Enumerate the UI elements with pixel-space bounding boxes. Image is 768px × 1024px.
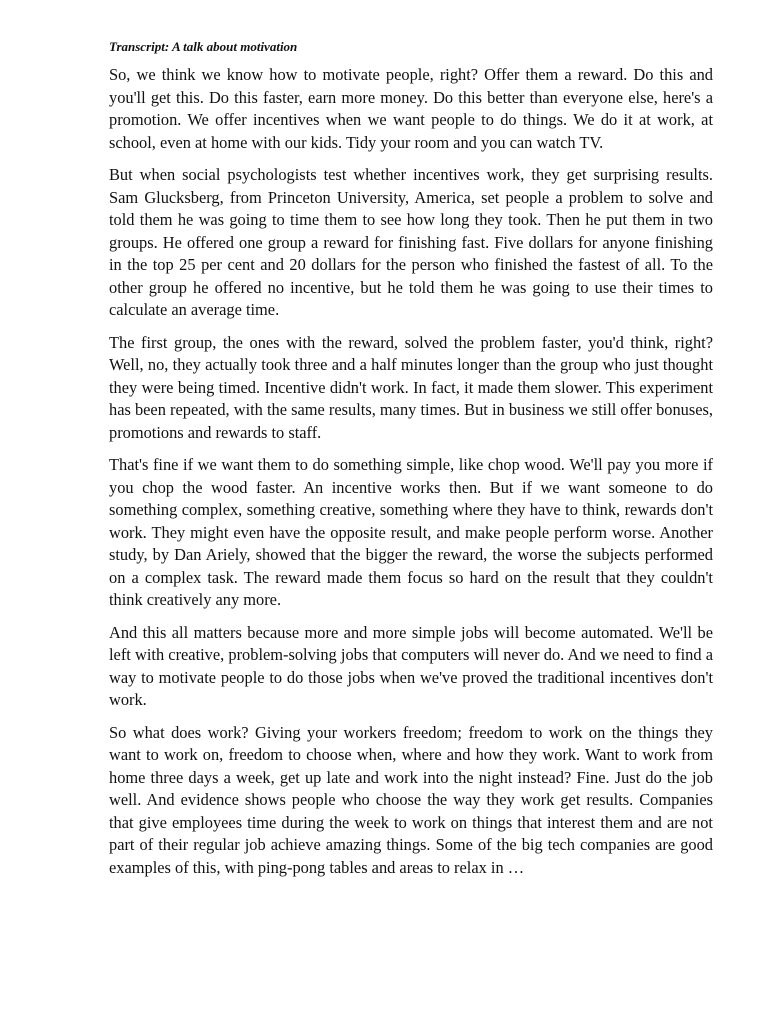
document-page [109,38,713,889]
paragraph-1: So, we think we know how to motivate people, right? Offer them a reward. Do this and you'll get this. Do this faster, earn more money. Do this better than everyone else, here's a promotion. We offer incentives when we want people to do things. We do it at work, at school, even at home with our kids. Tidy your room and you can watch TV. [109,65,713,152]
paragraph-5: And this all matters because more and more simple jobs will become automated. We'll be left with creative, problem-solving jobs that computers will never do. And we need to find a way to motivate people to do those jobs when we've proved the traditional incentives don't work. [109,622,713,709]
document-title: Transcript: A talk about motivation [109,39,298,54]
paragraph-3: The first group, the ones with the reward, solved the problem faster, you'd think, right? Well, no, they actually took three and a half minutes longer than the group who just thought they were being timed. Incentive didn't work. In fact, it made them slower. This experiment has been repeated, with the same results, many times. But in business we still offer bonuses, promotions and rewards to staff. [109,332,713,442]
paragraph-6: So what does work? Giving your workers freedom; freedom to work on the things they want to work on, freedom to choose when, where and how they work. Want to work from home three days a week, get up late and work into the night instead? Fine. Just do the job well. And evidence shows people who choose the way they work get results. Companies that give employees time during the week to work on things that interest them and are not part of their regular job achieve amazing things. Some of the big tech companies are good examples of this, with ping-pong tables and areas to relax in … [109,722,713,877]
paragraph-4: That's fine if we want them to do something simple, like chop wood. We'll pay you more if you chop the wood faster. An incentive works then. But if we want someone to do something complex, something creative, something where they have to think, rewards don't work. They might even have the opposite result, and make people perform worse. Another study, by Dan Ariely, showed that the bigger the reward, the worse the subjects performed on a complex task. The reward made them focus so hard on the result that they couldn't think creatively any more. [109,455,713,609]
paragraph-2: But when social psychologists test whether incentives work, they get surprising results. Sam Glucksberg, from Princeton University, America, set people a problem to solve and told them he was going to time them to see how long they took. Then he put them in two groups. He offered one group a reward for finishing fast. Five dollars for anyone finishing in the top 25 per cent and 20 dollars for the person who finished the fastest of all. To the other group he offered no incentive, but he told them he was going to use their times to calculate an average time. [109,165,713,319]
